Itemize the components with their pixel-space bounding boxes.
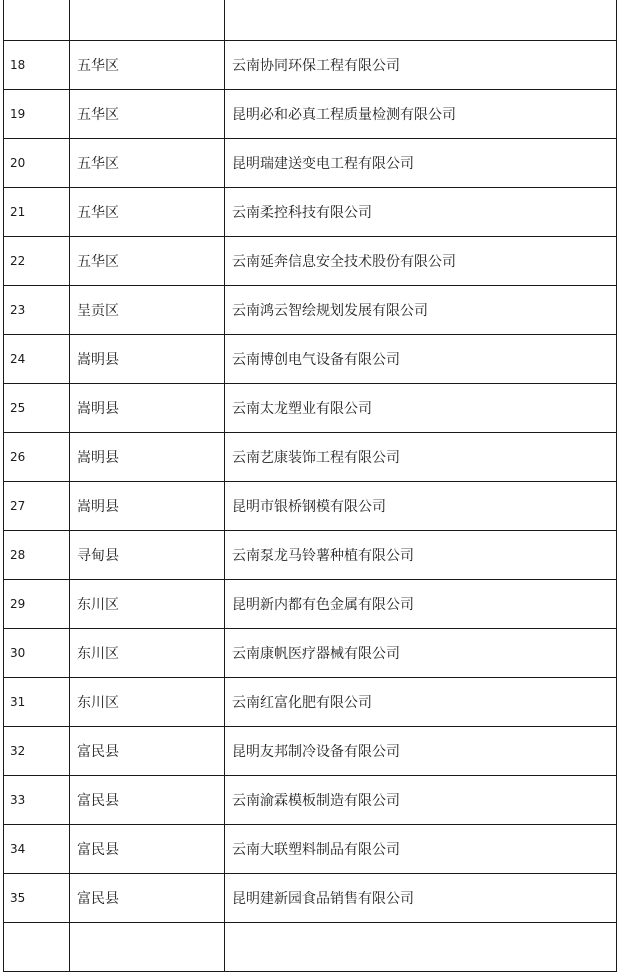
table-row bbox=[4, 139, 617, 188]
company-name-cell: 云南太龙塑业有限公司 bbox=[225, 384, 617, 433]
row-number bbox=[4, 0, 70, 41]
row-number: 29 bbox=[4, 580, 70, 629]
table-row bbox=[4, 727, 617, 776]
row-number: 30 bbox=[4, 629, 70, 678]
district-cell: 五华区 bbox=[70, 237, 225, 286]
company-name-cell: 云南协同环保工程有限公司 bbox=[225, 41, 617, 90]
district-cell: 五华区 bbox=[70, 188, 225, 237]
table-row bbox=[4, 335, 617, 384]
table-row bbox=[4, 629, 617, 678]
district-cell: 东川区 bbox=[70, 629, 225, 678]
district-cell: 嵩明县 bbox=[70, 482, 225, 531]
company-name-cell: 云南延奔信息安全技术股份有限公司 bbox=[225, 237, 617, 286]
company-name-cell: 云南鸿云智绘规划发展有限公司 bbox=[225, 286, 617, 335]
company-name-cell bbox=[225, 923, 617, 972]
table-row bbox=[4, 531, 617, 580]
district-cell: 富民县 bbox=[70, 727, 225, 776]
company-name-cell: 云南艺康装饰工程有限公司 bbox=[225, 433, 617, 482]
company-name-cell: 昆明新内都有色金属有限公司 bbox=[225, 580, 617, 629]
company-name-cell: 昆明必和必真工程质量检测有限公司 bbox=[225, 90, 617, 139]
table-row bbox=[4, 923, 617, 972]
table-row bbox=[4, 286, 617, 335]
district-cell: 五华区 bbox=[70, 41, 225, 90]
company-name-cell: 昆明瑞建送变电工程有限公司 bbox=[225, 139, 617, 188]
district-cell bbox=[70, 0, 225, 41]
table-row bbox=[4, 384, 617, 433]
company-name-cell: 云南红富化肥有限公司 bbox=[225, 678, 617, 727]
company-name-cell bbox=[225, 0, 617, 41]
company-name-cell: 云南大联塑料制品有限公司 bbox=[225, 825, 617, 874]
district-cell: 五华区 bbox=[70, 139, 225, 188]
row-number: 31 bbox=[4, 678, 70, 727]
district-cell: 富民县 bbox=[70, 825, 225, 874]
row-number: 24 bbox=[4, 335, 70, 384]
row-number: 18 bbox=[4, 41, 70, 90]
row-number: 34 bbox=[4, 825, 70, 874]
table-row bbox=[4, 678, 617, 727]
company-name-cell: 云南柔控科技有限公司 bbox=[225, 188, 617, 237]
table-row bbox=[4, 580, 617, 629]
table-row bbox=[4, 874, 617, 923]
district-cell: 五华区 bbox=[70, 90, 225, 139]
row-number: 26 bbox=[4, 433, 70, 482]
row-number: 21 bbox=[4, 188, 70, 237]
table-body bbox=[4, 0, 617, 972]
company-name-cell: 昆明友邦制冷设备有限公司 bbox=[225, 727, 617, 776]
district-cell bbox=[70, 923, 225, 972]
district-cell: 寻甸县 bbox=[70, 531, 225, 580]
row-number: 28 bbox=[4, 531, 70, 580]
company-list-table bbox=[3, 0, 617, 972]
row-number: 35 bbox=[4, 874, 70, 923]
table-row bbox=[4, 433, 617, 482]
table-row bbox=[4, 188, 617, 237]
row-number: 33 bbox=[4, 776, 70, 825]
table-row bbox=[4, 237, 617, 286]
row-number: 25 bbox=[4, 384, 70, 433]
company-name-cell: 昆明市银桥钢模有限公司 bbox=[225, 482, 617, 531]
table-row bbox=[4, 482, 617, 531]
district-cell: 嵩明县 bbox=[70, 433, 225, 482]
table-row bbox=[4, 825, 617, 874]
row-number: 27 bbox=[4, 482, 70, 531]
district-cell: 东川区 bbox=[70, 678, 225, 727]
table-row bbox=[4, 0, 617, 41]
table-row bbox=[4, 776, 617, 825]
row-number: 32 bbox=[4, 727, 70, 776]
company-name-cell: 云南渝霖模板制造有限公司 bbox=[225, 776, 617, 825]
company-name-cell: 云南泵龙马铃薯种植有限公司 bbox=[225, 531, 617, 580]
district-cell: 富民县 bbox=[70, 874, 225, 923]
table-row bbox=[4, 41, 617, 90]
table-row bbox=[4, 90, 617, 139]
district-cell: 东川区 bbox=[70, 580, 225, 629]
district-cell: 嵩明县 bbox=[70, 335, 225, 384]
row-number: 22 bbox=[4, 237, 70, 286]
row-number bbox=[4, 923, 70, 972]
company-name-cell: 云南博创电气设备有限公司 bbox=[225, 335, 617, 384]
district-cell: 呈贡区 bbox=[70, 286, 225, 335]
company-name-cell: 云南康帆医疗器械有限公司 bbox=[225, 629, 617, 678]
district-cell: 嵩明县 bbox=[70, 384, 225, 433]
row-number: 23 bbox=[4, 286, 70, 335]
company-name-cell: 昆明建新园食品销售有限公司 bbox=[225, 874, 617, 923]
row-number: 19 bbox=[4, 90, 70, 139]
row-number: 20 bbox=[4, 139, 70, 188]
district-cell: 富民县 bbox=[70, 776, 225, 825]
